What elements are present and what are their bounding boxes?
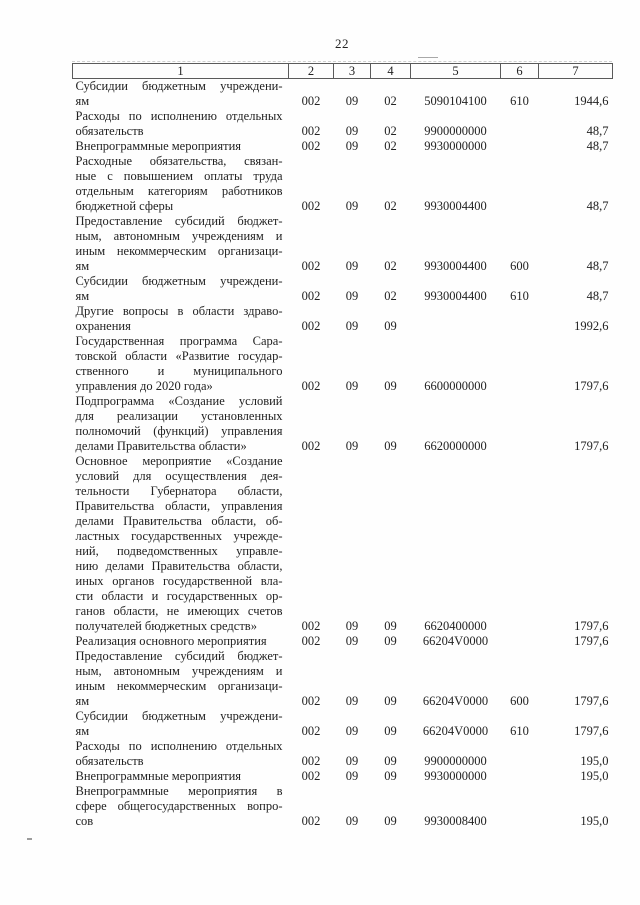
row-cell: 6600000000 (424, 379, 487, 393)
table-row (73, 634, 613, 649)
row-cell: 09 (345, 814, 359, 828)
row-cell (501, 454, 539, 634)
label-line: Правительства области, управления (75, 499, 283, 513)
row-label (73, 394, 289, 454)
table-body (73, 79, 613, 830)
row-cell: 09 (345, 769, 359, 783)
label-line: делами Правительства области, об- (75, 514, 283, 528)
row-cell: 02 (384, 124, 397, 138)
row-label (73, 274, 289, 304)
table-row (73, 394, 613, 454)
label-line: ям (75, 289, 90, 303)
label-line: товской области «Развитие государ- (75, 349, 283, 363)
table-row (73, 769, 613, 784)
label-line: Внепрограммные мероприятия (75, 769, 242, 783)
row-cell: 09 (345, 694, 359, 708)
column-header-4: 4 (371, 64, 411, 79)
row-cell: 48,7 (586, 289, 609, 303)
row-cell: 66204V0000 (422, 694, 489, 708)
label-line: Внепрограммные мероприятия в (75, 784, 283, 798)
row-cell: 195,0 (580, 814, 609, 828)
label-line: ластных государственных учрежде- (75, 529, 283, 543)
label-line: ям (75, 694, 90, 708)
row-cell: 09 (345, 619, 359, 633)
row-cell: 610 (510, 724, 529, 738)
label-line: ным, автономным учреждениям и (75, 229, 283, 243)
label-line: ям (75, 94, 90, 108)
row-label (73, 649, 289, 709)
row-cell: 09 (345, 439, 359, 453)
label-line: ям (75, 259, 90, 273)
row-cell: 002 (301, 289, 321, 303)
label-line: Предоставление субсидий бюджет- (75, 649, 283, 663)
label-line: условий для осуществления дея- (75, 469, 283, 483)
label-line: Субсидии бюджетным учреждени- (75, 79, 283, 93)
table-row (73, 109, 613, 139)
row-cell: 09 (384, 694, 397, 708)
row-cell (501, 784, 539, 829)
label-line: сти области и государственных ор- (75, 589, 283, 603)
table-row (73, 649, 613, 709)
label-line: ний, подведомственных управле- (75, 544, 283, 558)
row-cell: 09 (345, 199, 359, 213)
label-line: Подпрограмма «Создание условий (75, 394, 283, 408)
row-label (73, 304, 289, 334)
label-line: ственного и муниципального (75, 364, 283, 378)
row-cell: 9930004400 (424, 259, 487, 273)
row-cell: 09 (345, 289, 359, 303)
row-cell: 48,7 (586, 139, 609, 153)
row-label (73, 634, 289, 649)
table-row (73, 454, 613, 634)
row-cell: 002 (301, 619, 321, 633)
row-cell: 09 (384, 754, 397, 768)
row-cell: 002 (301, 199, 321, 213)
label-line: Реализация основного мероприятия (75, 634, 267, 648)
row-cell: 002 (301, 319, 321, 333)
label-line: Другие вопросы в области здраво- (75, 304, 283, 318)
row-cell: 002 (301, 754, 321, 768)
row-cell: 02 (384, 259, 397, 273)
row-cell (501, 139, 539, 154)
row-cell: 09 (384, 724, 397, 738)
row-cell (501, 109, 539, 139)
row-cell: 66204V0000 (422, 724, 489, 738)
label-line: Субсидии бюджетным учреждени- (75, 274, 283, 288)
label-line: иным некоммерческим организаци- (75, 244, 283, 258)
label-line: Субсидии бюджетным учреждени- (75, 709, 283, 723)
label-line: отдельным категориям работников (75, 184, 283, 198)
label-line: ные с повышением оплаты труда (75, 169, 283, 183)
row-cell: 1992,6 (574, 319, 609, 333)
label-line: ям (75, 724, 90, 738)
row-cell: 002 (301, 124, 321, 138)
row-cell: 9930004400 (424, 289, 487, 303)
row-label (73, 214, 289, 274)
row-cell: 1797,6 (574, 619, 609, 633)
label-line: нию делами Правительства области, (75, 559, 283, 573)
row-cell: 1797,6 (574, 694, 609, 708)
row-cell: 9900000000 (424, 754, 487, 768)
row-cell (501, 634, 539, 649)
row-cell: 09 (384, 319, 397, 333)
row-cell: 09 (345, 754, 359, 768)
label-line: ным, автономным учреждениям и (75, 664, 283, 678)
row-cell: 610 (510, 94, 529, 108)
row-cell: 6620400000 (424, 619, 487, 633)
row-cell: 002 (301, 379, 321, 393)
row-cell: 002 (301, 94, 321, 108)
label-line: тельности Губернатора области, (75, 484, 283, 498)
table-row (73, 739, 613, 769)
table-row (73, 274, 613, 304)
row-label (73, 784, 289, 829)
row-cell: 02 (384, 289, 397, 303)
row-cell: 09 (345, 634, 359, 648)
row-cell (501, 334, 539, 394)
label-line: обязательств (75, 124, 144, 138)
row-cell (411, 304, 501, 334)
row-cell: 002 (301, 634, 321, 648)
label-line: Расходные обязательства, связан- (75, 154, 283, 168)
row-cell: 002 (301, 769, 321, 783)
row-cell: 002 (301, 259, 321, 273)
row-cell: 9930008400 (424, 814, 487, 828)
row-cell: 48,7 (586, 199, 609, 213)
row-cell: 09 (384, 634, 397, 648)
scan-artifact (27, 838, 32, 840)
row-cell: 1797,6 (574, 634, 609, 648)
row-cell: 600 (510, 259, 529, 273)
label-line: Государственная программа Сара- (75, 334, 283, 348)
row-label (73, 334, 289, 394)
label-line: для реализации установленных (75, 409, 283, 423)
row-cell (501, 739, 539, 769)
row-cell: 09 (345, 94, 359, 108)
row-cell: 09 (384, 439, 397, 453)
row-cell: 195,0 (580, 754, 609, 768)
row-label (73, 139, 289, 154)
row-cell: 600 (510, 694, 529, 708)
label-line: полномочий (функций) управления (75, 424, 283, 438)
label-line: Основное мероприятие «Создание (75, 454, 283, 468)
column-header-7: 7 (539, 64, 613, 79)
row-cell: 002 (301, 814, 321, 828)
row-cell: 09 (384, 379, 397, 393)
budget-table (72, 63, 613, 829)
table-header-row (73, 64, 613, 79)
label-line: Предоставление субсидий бюджет- (75, 214, 283, 228)
label-line: ганов области, не имеющих счетов (75, 604, 283, 618)
row-label (73, 154, 289, 214)
column-header-1: 1 (73, 64, 289, 79)
row-cell: 09 (345, 724, 359, 738)
label-line: обязательств (75, 754, 144, 768)
row-label (73, 79, 289, 110)
row-cell: 48,7 (586, 259, 609, 273)
row-cell: 002 (301, 439, 321, 453)
row-cell (501, 304, 539, 334)
column-header-3: 3 (334, 64, 371, 79)
table-row (73, 709, 613, 739)
table-row (73, 214, 613, 274)
row-label (73, 454, 289, 634)
label-line: сфере общегосударственных вопро- (75, 799, 283, 813)
table-row (73, 784, 613, 829)
row-cell (501, 394, 539, 454)
row-cell: 002 (301, 694, 321, 708)
row-cell: 09 (345, 319, 359, 333)
label-line: делами Правительства области» (75, 439, 247, 453)
page-content (72, 37, 612, 829)
label-line: Внепрограммные мероприятия (75, 139, 242, 153)
row-cell: 1944,6 (574, 94, 609, 108)
row-cell: 09 (384, 769, 397, 783)
row-label (73, 769, 289, 784)
label-line: Расходы по исполнению отдельных (75, 739, 283, 753)
table-row (73, 334, 613, 394)
label-line: иным некоммерческим организаци- (75, 679, 283, 693)
row-cell: 9930000000 (424, 139, 487, 153)
row-label (73, 109, 289, 139)
row-label (73, 739, 289, 769)
row-cell: 02 (384, 139, 397, 153)
row-cell: 09 (345, 139, 359, 153)
row-cell: 09 (384, 814, 397, 828)
page-number: 22 (335, 36, 349, 51)
row-cell: 6620000000 (424, 439, 487, 453)
row-cell: 1797,6 (574, 724, 609, 738)
table-row (73, 79, 613, 110)
table-row (73, 304, 613, 334)
label-line: Расходы по исполнению отдельных (75, 109, 283, 123)
label-line: охранения (75, 319, 131, 333)
row-cell: 09 (345, 379, 359, 393)
row-cell: 09 (345, 259, 359, 273)
row-label (73, 709, 289, 739)
label-line: сов (75, 814, 94, 828)
row-cell: 002 (301, 139, 321, 153)
column-header-2: 2 (289, 64, 334, 79)
row-cell: 09 (345, 124, 359, 138)
column-header-6: 6 (501, 64, 539, 79)
row-cell: 9930000000 (424, 769, 487, 783)
row-cell: 002 (301, 724, 321, 738)
label-line: бюджетной сферы (75, 199, 174, 213)
table-row (73, 154, 613, 214)
row-cell: 9900000000 (424, 124, 487, 138)
row-cell (501, 769, 539, 784)
row-cell (501, 154, 539, 214)
label-line: иных органов государственной вла- (75, 574, 283, 588)
row-cell: 610 (510, 289, 529, 303)
row-cell: 09 (384, 619, 397, 633)
row-cell: 1797,6 (574, 439, 609, 453)
row-cell: 1797,6 (574, 379, 609, 393)
row-cell: 02 (384, 94, 397, 108)
label-line: управления до 2020 года» (75, 379, 213, 393)
row-cell: 5090104100 (424, 94, 487, 108)
row-cell: 02 (384, 199, 397, 213)
row-cell: 9930004400 (424, 199, 487, 213)
table-row (73, 139, 613, 154)
row-cell: 195,0 (580, 769, 609, 783)
column-header-5: 5 (411, 64, 501, 79)
row-cell: 66204V0000 (422, 634, 489, 648)
row-cell: 48,7 (586, 124, 609, 138)
label-line: получателей бюджетных средств» (75, 619, 257, 633)
